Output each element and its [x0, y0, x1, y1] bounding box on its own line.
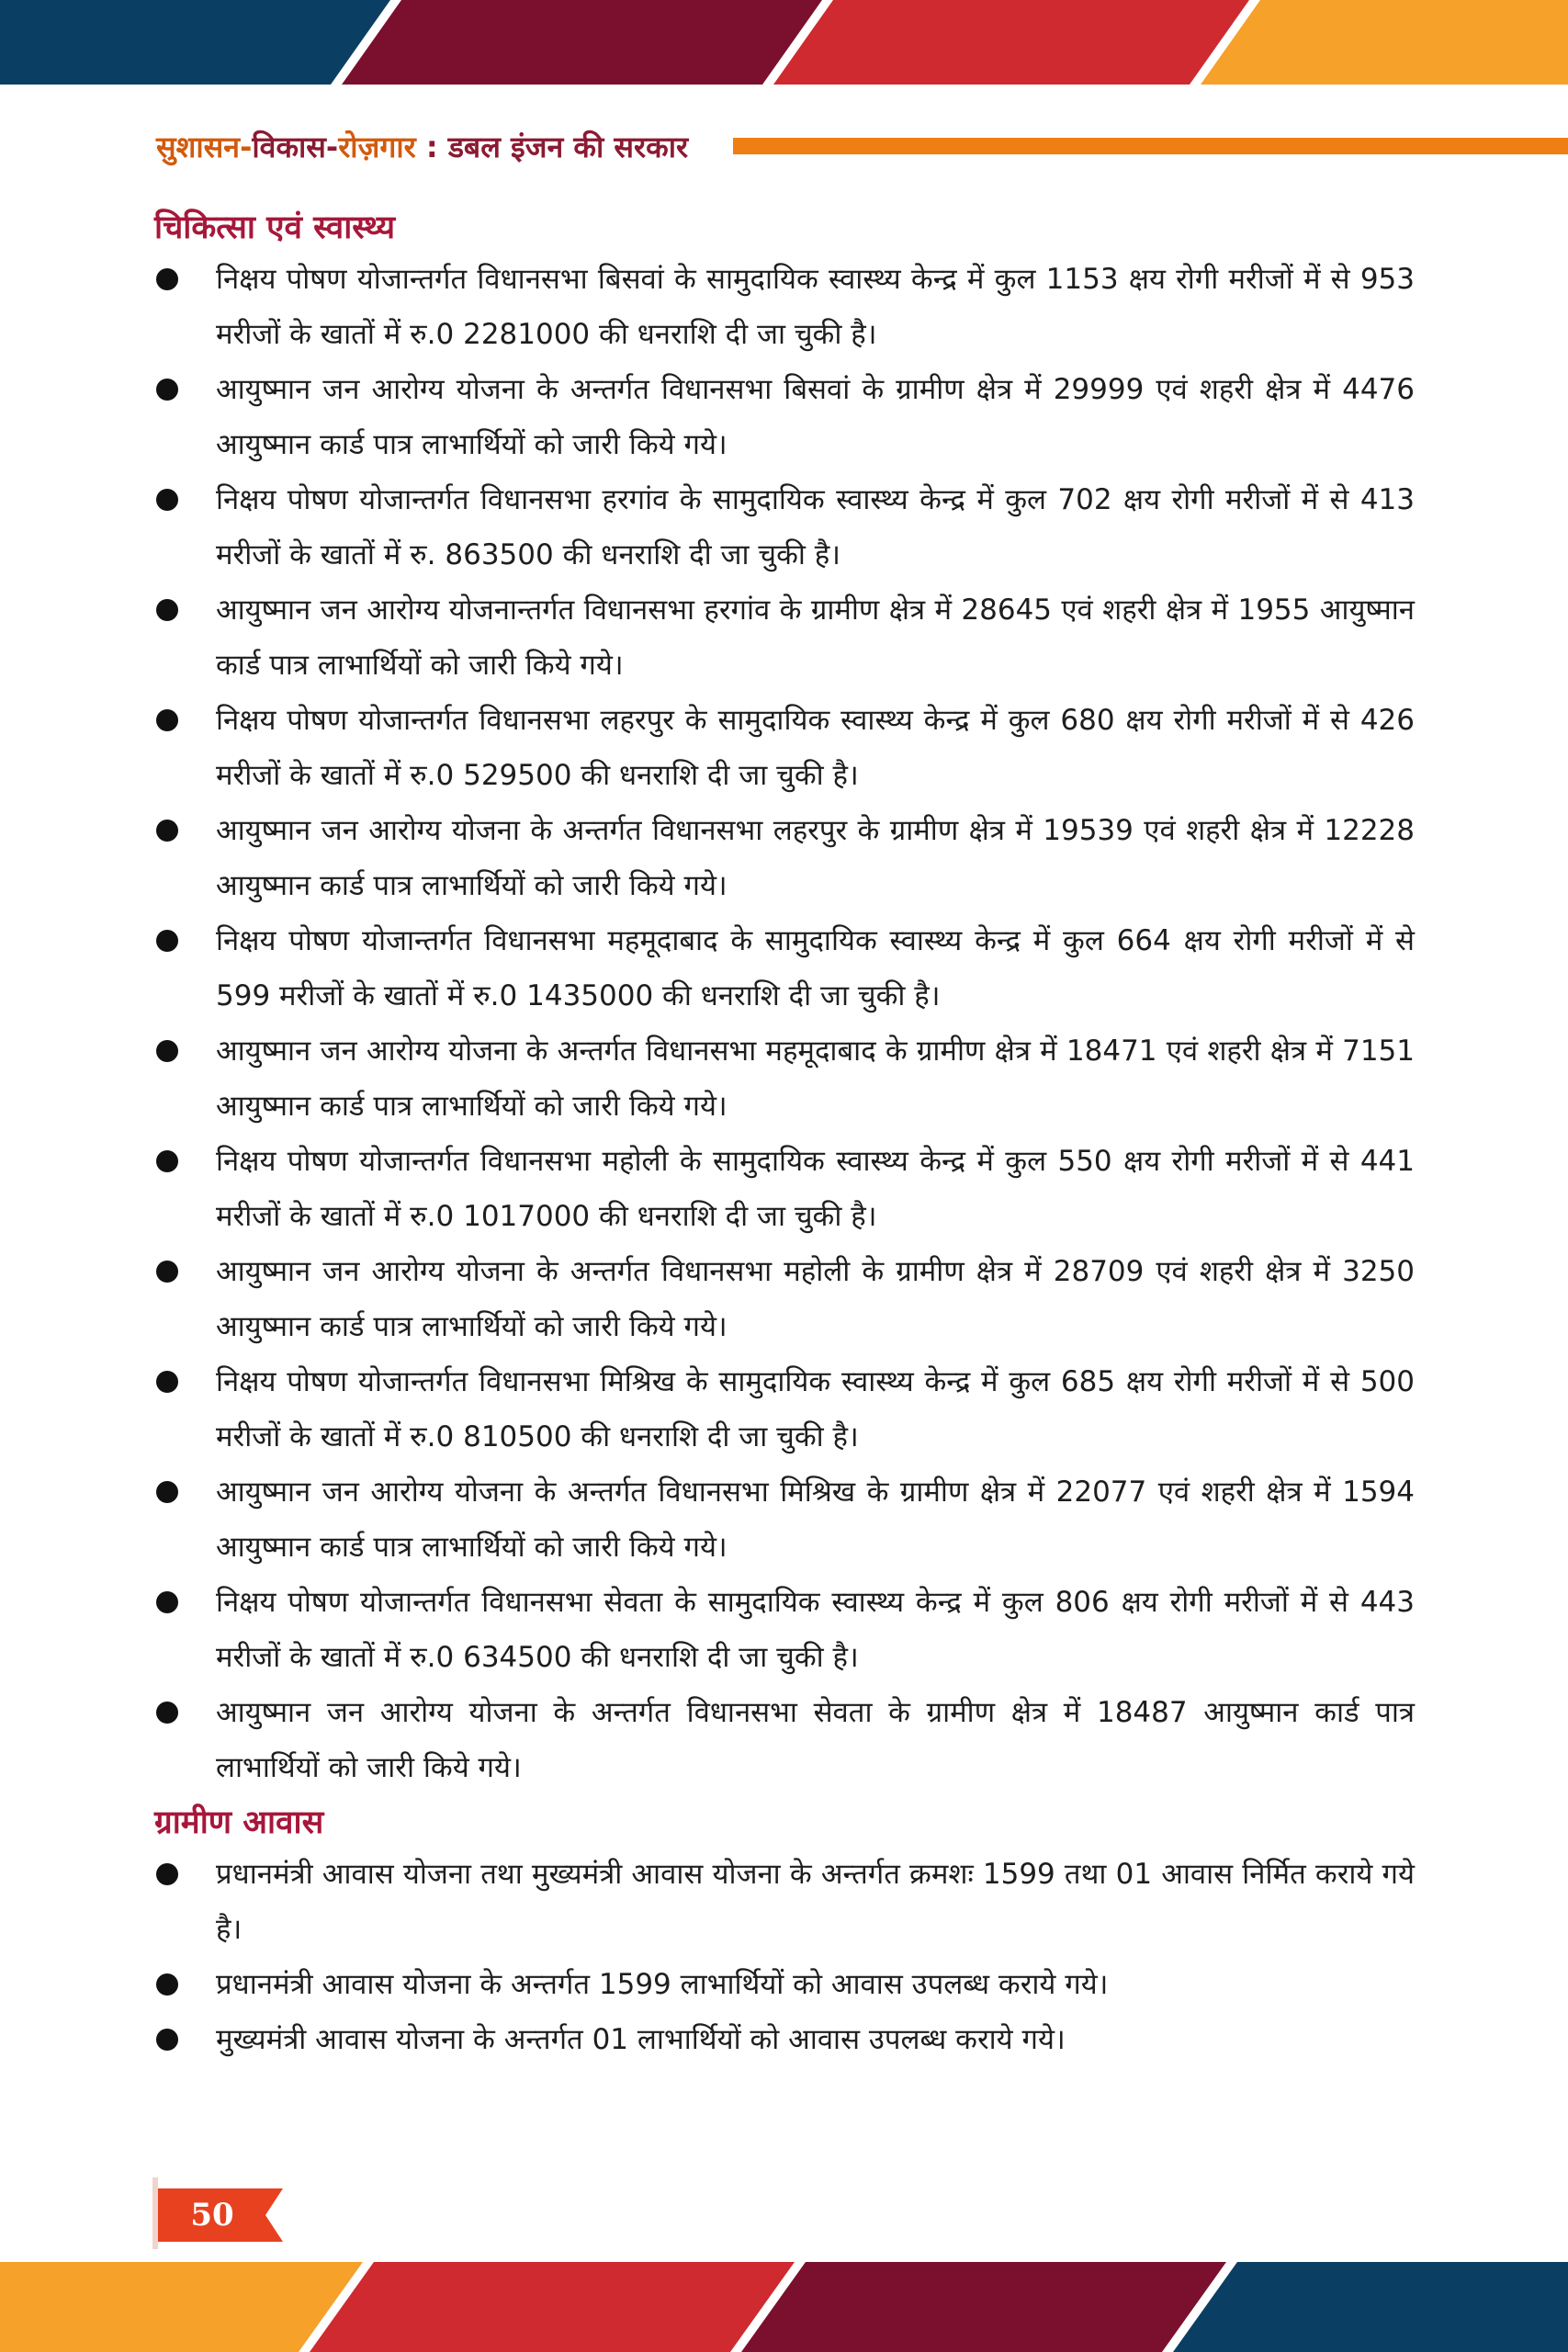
list-item: [154, 362, 1415, 472]
band-red: [767, 0, 1254, 85]
list-item: [154, 252, 1415, 362]
band-navy: [0, 0, 395, 85]
list-item-text: निक्षय पोषण योजान्तर्गत विधानसभा मिश्रिख के सामुदायिक स्वास्थ्य केन्द्र में कुल 685 क्षय रोगी मरीजों में से 500 मरीजों के खातों में रु.0 810500 की धनराशि दी जा चुकी है।: [216, 1365, 1415, 1453]
list-item-text: मुख्यमंत्री आवास योजना के अन्तर्गत 01 लाभार्थियों को आवास उपलब्ध कराये गये।: [216, 2023, 1066, 2056]
list-item-text: प्रधानमंत्री आवास योजना के अन्तर्गत 1599 लाभार्थियों को आवास उपलब्ध कराये गये।: [216, 1968, 1109, 2001]
health-list: [154, 252, 1415, 1795]
bullet-icon: [156, 1481, 178, 1503]
bullet-icon: [156, 1261, 178, 1283]
list-item-text: आयुष्मान जन आरोग्य योजनान्तर्गत विधानसभा हरगांव के ग्रामीण क्षेत्र में 28645 एवं शहरी क्षेत्र में 1955 आयुष्मान कार्ड पात्र लाभार्थियों को जारी किये गये।: [216, 594, 1415, 682]
list-item-text: निक्षय पोषण योजान्तर्गत विधानसभा हरगांव के सामुदायिक स्वास्थ्य केन्द्र में कुल 702 क्षय रोगी मरीजों में से 413 मरीजों के खातों में रु. 863500 की धनराशि दी जा चुकी है।: [216, 483, 1415, 571]
list-item-text: निक्षय पोषण योजान्तर्गत विधानसभा महमूदाबाद के सामुदायिक स्वास्थ्य केन्द्र में कुल 664 क्षय रोगी मरीजों में से 599 मरीजों के खातों में रु.0 1435000 की धनराशि दी जा चुकी है।: [216, 924, 1415, 1012]
list-item: [154, 1847, 1415, 1957]
list-item: [154, 1023, 1415, 1134]
bullet-icon: [156, 1863, 178, 1885]
list-item-text: आयुष्मान जन आरोग्य योजना के अन्तर्गत विधानसभा लहरपुर के ग्रामीण क्षेत्र में 19539 एवं शहरी क्षेत्र में 12228 आयुष्मान कार्ड पात्र लाभार्थियों को जारी किये गये।: [216, 814, 1415, 902]
list-item-text: निक्षय पोषण योजान्तर्गत विधानसभा बिसवां के सामुदायिक स्वास्थ्य केन्द्र में कुल 1153 क्षय रोगी मरीजों में से 953 मरीजों के खातों में रु.0 2281000 की धनराशि दी जा चुकी है।: [216, 263, 1415, 351]
list-item: [154, 582, 1415, 693]
list-item: [154, 913, 1415, 1023]
list-item-text: आयुष्मान जन आरोग्य योजना के अन्तर्गत विधानसभा मिश्रिख के ग्रामीण क्षेत्र में 22077 एवं शहरी क्षेत्र में 1594 आयुष्मान कार्ड पात्र लाभार्थियों को जारी किये गये।: [216, 1476, 1415, 1564]
list-item: [154, 1685, 1415, 1795]
header-title-part1: सुशासन-: [156, 130, 253, 164]
bullet-icon: [156, 1973, 178, 1996]
list-item-text: निक्षय पोषण योजान्तर्गत विधानसभा सेवता के सामुदायिक स्वास्थ्य केन्द्र में कुल 806 क्षय रोगी मरीजों में से 443 मरीजों के खातों में रु.0 634500 की धनराशि दी जा चुकी है।: [216, 1586, 1415, 1674]
header-title-part3: रोज़गार: [338, 130, 416, 164]
list-item: [154, 1957, 1415, 2012]
band-maroon: [335, 0, 827, 85]
band-red: [303, 2262, 799, 2352]
list-item: [154, 1354, 1415, 1464]
list-item: [154, 2012, 1415, 2067]
bullet-icon: [156, 1702, 178, 1724]
list-item-text: निक्षय पोषण योजान्तर्गत विधानसभा महोली के सामुदायिक स्वास्थ्य केन्द्र में कुल 550 क्षय रोगी मरीजों में से 441 मरीजों के खातों में रु.0 1017000 की धनराशि दी जा चुकी है।: [216, 1145, 1415, 1233]
bullet-icon: [156, 820, 178, 842]
list-item: [154, 472, 1415, 582]
bullet-icon: [156, 1040, 178, 1062]
bullet-icon: [156, 489, 178, 511]
list-item: [154, 1244, 1415, 1354]
bullet-icon: [156, 930, 178, 952]
list-item-text: आयुष्मान जन आरोग्य योजना के अन्तर्गत विधानसभा सेवता के ग्रामीण क्षेत्र में 18487 आयुष्मान कार्ड पात्र लाभार्थियों को जारी किये गये।: [216, 1696, 1415, 1784]
bullet-icon: [156, 379, 178, 401]
bullet-icon: [156, 599, 178, 621]
bullet-icon: [156, 1150, 178, 1172]
housing-list: [154, 1847, 1415, 2067]
section-title-rural-housing: ग्रामीण आवास: [154, 1804, 324, 1841]
header-rule: [733, 138, 1568, 154]
band-maroon: [735, 2262, 1231, 2352]
bottom-decorative-band: [0, 2262, 1568, 2352]
section-title-health: चिकित्सा एवं स्वास्थ्य: [154, 209, 396, 246]
list-item: [154, 693, 1415, 803]
bullet-icon: [156, 1371, 178, 1393]
header-title: [156, 127, 688, 167]
list-item-text: आयुष्मान जन आरोग्य योजना के अन्तर्गत विधानसभा महमूदाबाद के ग्रामीण क्षेत्र में 18471 एवं शहरी क्षेत्र में 7151 आयुष्मान कार्ड पात्र लाभार्थियों को जारी किये गये।: [216, 1035, 1415, 1123]
list-item-text: आयुष्मान जन आरोग्य योजना के अन्तर्गत विधानसभा महोली के ग्रामीण क्षेत्र में 28709 एवं शहरी क्षेत्र में 3250 आयुष्मान कार्ड पात्र लाभार्थियों को जारी किये गये।: [216, 1255, 1415, 1343]
bullet-icon: [156, 2029, 178, 2051]
list-item-text: निक्षय पोषण योजान्तर्गत विधानसभा लहरपुर के सामुदायिक स्वास्थ्य केन्द्र में कुल 680 क्षय रोगी मरीजों में से 426 मरीजों के खातों में रु.0 529500 की धनराशि दी जा चुकी है।: [216, 704, 1415, 792]
bullet-icon: [156, 268, 178, 290]
top-decorative-band: [0, 0, 1568, 85]
list-item: [154, 1134, 1415, 1244]
page-number: 50: [190, 2197, 234, 2233]
list-item: [154, 803, 1415, 913]
bullet-icon: [156, 709, 178, 731]
running-header: [156, 127, 1415, 167]
list-item-text: प्रधानमंत्री आवास योजना तथा मुख्यमंत्री आवास योजना के अन्तर्गत क्रमशः 1599 तथा 01 आवास निर्मित कराये गये है।: [216, 1858, 1415, 1946]
list-item-text: आयुष्मान जन आरोग्य योजना के अन्तर्गत विधानसभा बिसवां के ग्रामीण क्षेत्र में 29999 एवं शहरी क्षेत्र में 4476 आयुष्मान कार्ड पात्र लाभार्थियों को जारी किये गये।: [216, 373, 1415, 461]
header-title-part4: : डबल इंजन की सरकार: [415, 130, 689, 164]
list-item: [154, 1464, 1415, 1575]
list-item: [154, 1575, 1415, 1685]
page-content: [154, 204, 1415, 2067]
header-title-part2: विकास-: [252, 130, 339, 164]
bullet-icon: [156, 1591, 178, 1613]
